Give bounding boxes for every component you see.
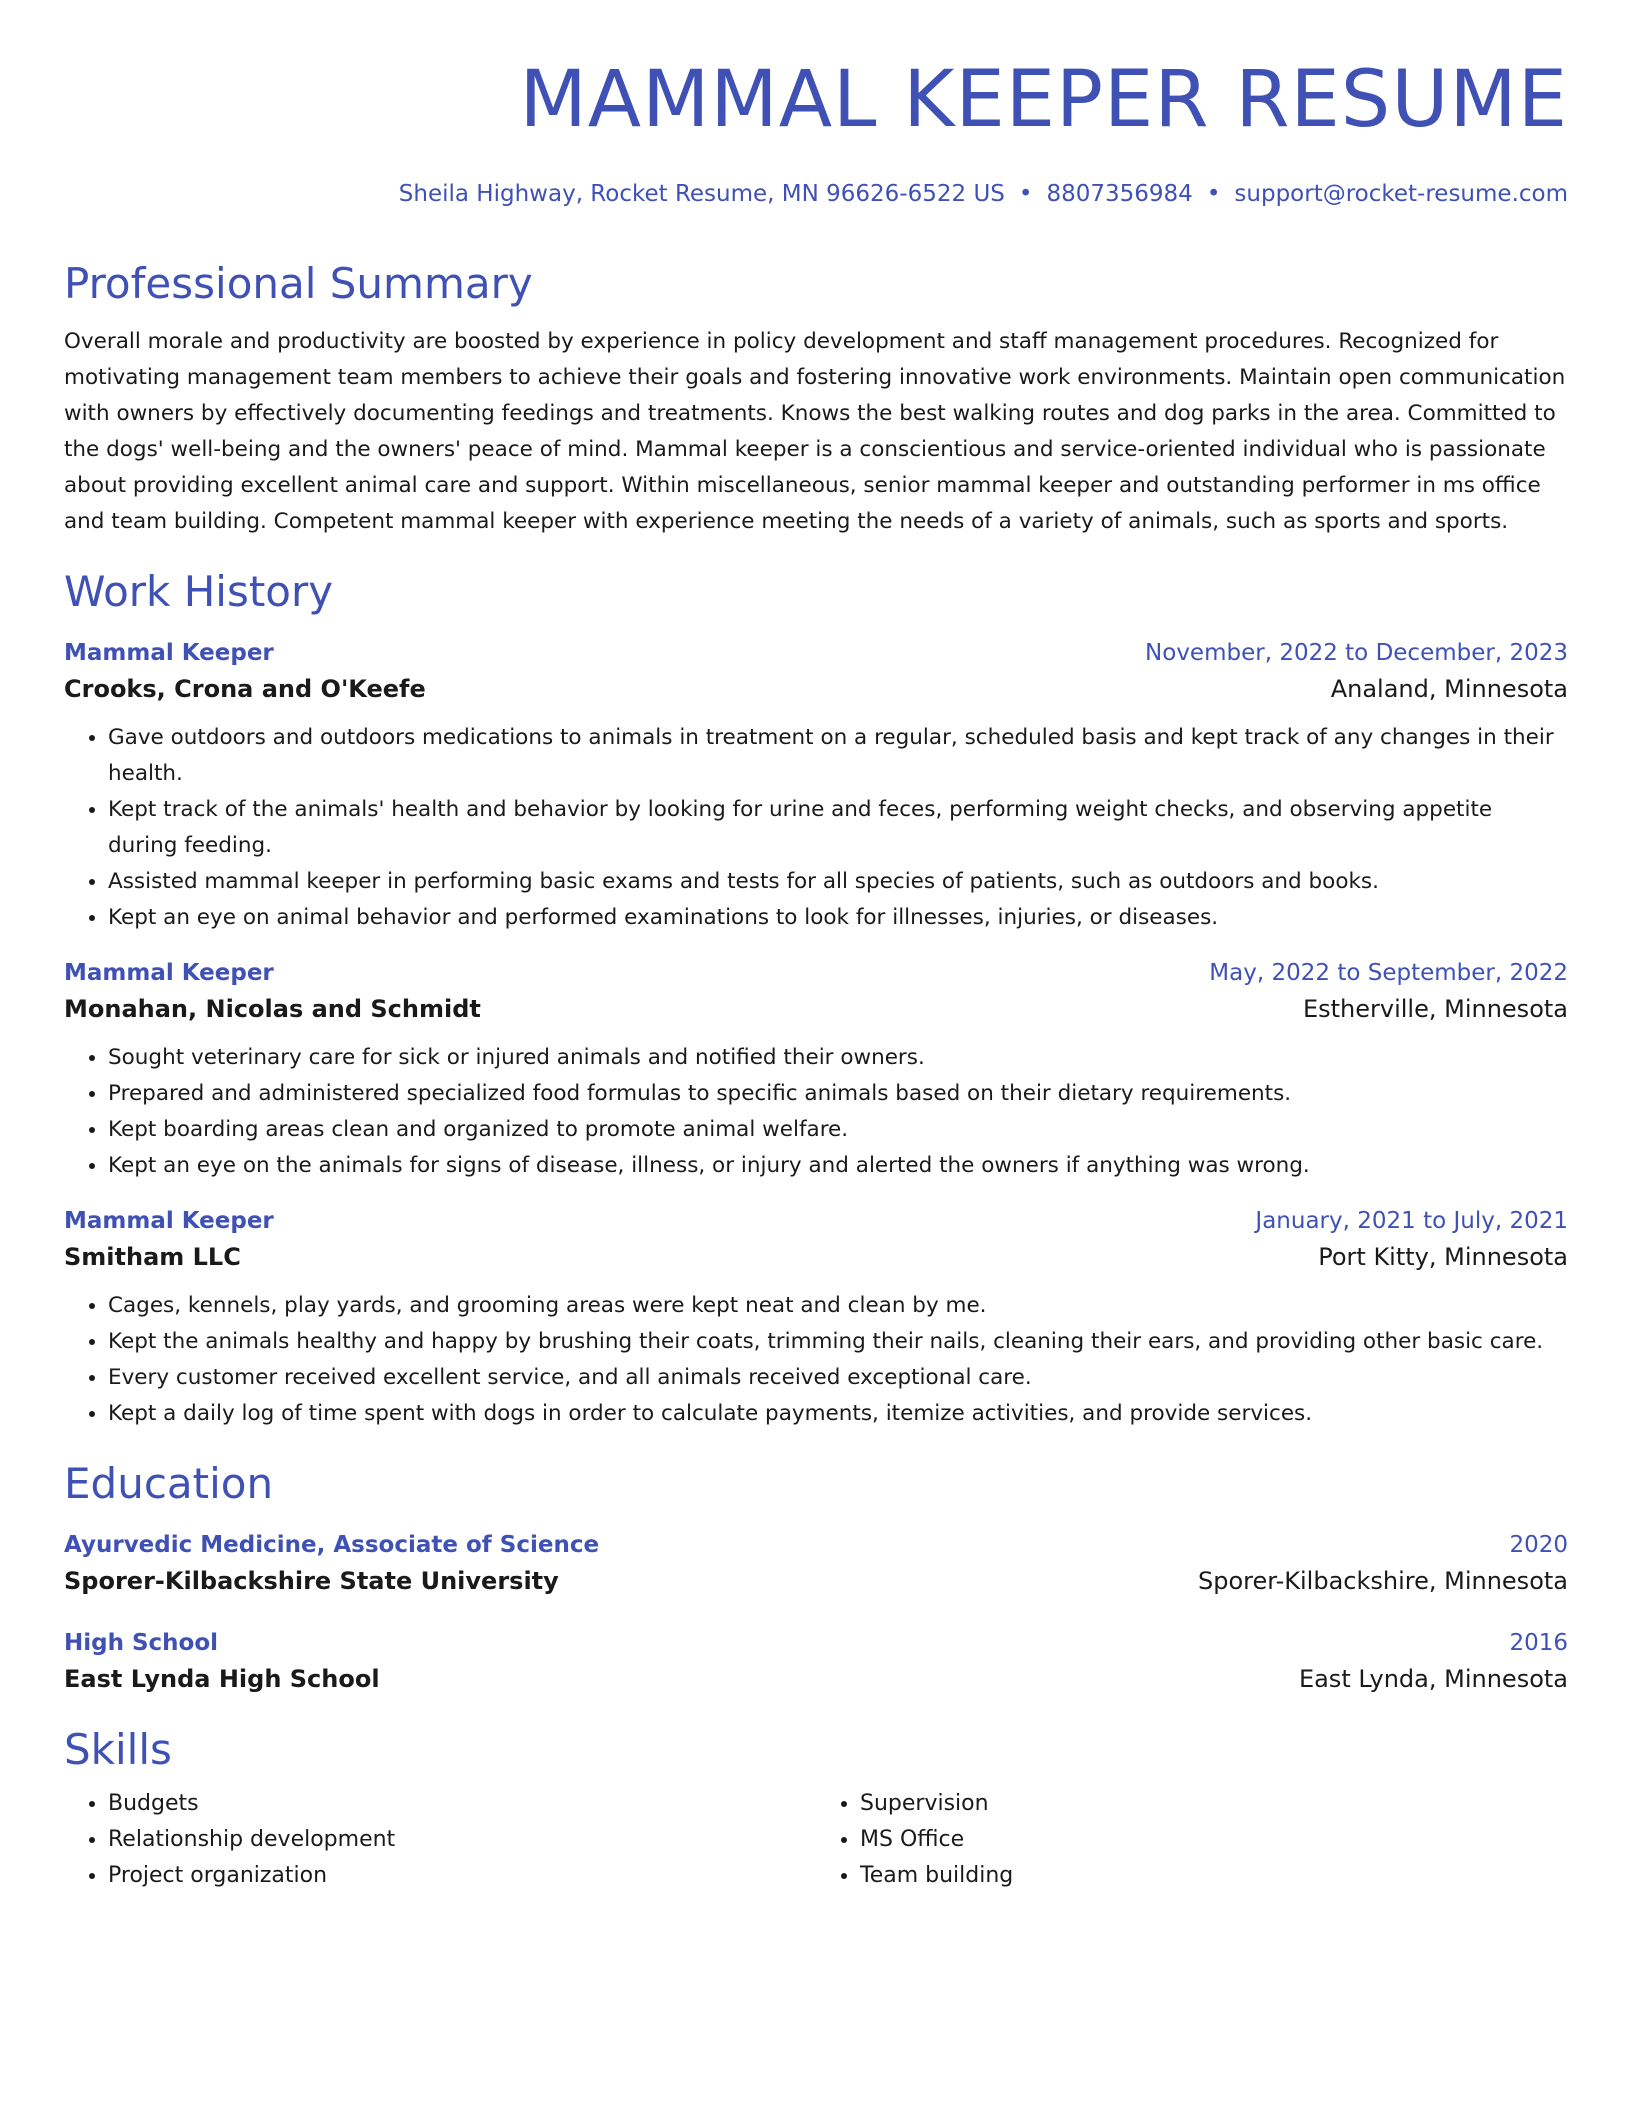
skills-section	[64, 1724, 1568, 1894]
job-bullet: • Sought veterinary care for sick or injured animals and notified their owners.	[108, 1040, 1568, 1076]
skill-item: • Relationship development	[108, 1822, 816, 1858]
skills-heading: Skills	[64, 1725, 172, 1774]
skill-item: • Budgets	[108, 1786, 816, 1822]
resume-title: MAMMAL KEEPER RESUME	[519, 55, 1568, 145]
job-bullet: • Assisted mammal keeper in performing basic exams and tests for all species of patients, such as outdoors and books.	[108, 864, 1568, 900]
job-title: Mammal Keeper	[64, 960, 274, 986]
separator-dot: •	[1018, 181, 1033, 207]
summary-heading: Professional Summary	[64, 259, 533, 308]
skill-item: • Team building	[860, 1858, 1568, 1894]
job-entry	[64, 1204, 1568, 1432]
job-bullet: • Kept an eye on animal behavior and performed examinations to look for illnesses, injuries, or diseases.	[108, 900, 1568, 936]
school-location: East Lynda, Minnesota	[1298, 1665, 1568, 1693]
job-bullets	[64, 1288, 1568, 1432]
job-bullet: • Cages, kennels, play yards, and grooming areas were kept neat and clean by me.	[108, 1288, 1568, 1324]
job-location: Analand, Minnesota	[1330, 675, 1568, 703]
job-bullets	[64, 720, 1568, 936]
job-bullet: • Kept a daily log of time spent with dogs in order to calculate payments, itemize activities, and provide services.	[108, 1396, 1568, 1432]
education-entry	[64, 1626, 1568, 1698]
job-bullets	[64, 1040, 1568, 1184]
work-history-section	[64, 566, 1568, 1432]
job-dates: January, 2021 to July, 2021	[1255, 1208, 1568, 1234]
skills-columns	[64, 1786, 1568, 1894]
job-bullet: • Kept track of the animals' health and behavior by looking for urine and feces, performing weight checks, and observing appetite during feeding.	[108, 792, 1568, 864]
job-dates: May, 2022 to September, 2022	[1209, 960, 1568, 986]
job-location: Port Kitty, Minnesota	[1318, 1243, 1568, 1271]
contact-line	[64, 178, 1568, 210]
contact-address: Sheila Highway, Rocket Resume, MN 96626-6522 US	[398, 181, 1005, 207]
contact-email[interactable]: support@rocket-resume.com	[1234, 181, 1568, 207]
school-name: Sporer-Kilbackshire State University	[64, 1567, 559, 1595]
graduation-year: 2020	[1509, 1532, 1568, 1558]
job-bullet: • Prepared and administered specialized food formulas to specific animals based on their dietary requirements.	[108, 1076, 1568, 1112]
skills-list-left	[64, 1786, 816, 1894]
job-location: Estherville, Minnesota	[1302, 995, 1568, 1023]
work-history-heading: Work History	[64, 567, 334, 616]
education-entry	[64, 1528, 1568, 1600]
job-bullet: • Every customer received excellent service, and all animals received exceptional care.	[108, 1360, 1568, 1396]
job-company: Monahan, Nicolas and Schmidt	[64, 995, 481, 1023]
job-bullet: • Kept an eye on the animals for signs of disease, illness, or injury and alerted the owners if anything was wrong.	[108, 1148, 1568, 1184]
skill-item: • MS Office	[860, 1822, 1568, 1858]
job-company: Crooks, Crona and O'Keefe	[64, 675, 426, 703]
job-title: Mammal Keeper	[64, 1208, 274, 1234]
contact-phone: 8807356984	[1046, 181, 1193, 207]
skill-item: • Project organization	[108, 1858, 816, 1894]
skill-item: • Supervision	[860, 1786, 1568, 1822]
job-dates: November, 2022 to December, 2023	[1145, 640, 1568, 666]
degree-title: High School	[64, 1630, 219, 1656]
job-company: Smitham LLC	[64, 1243, 241, 1271]
degree-title: Ayurvedic Medicine, Associate of Science	[64, 1532, 600, 1558]
education-section	[64, 1458, 1568, 1698]
graduation-year: 2016	[1509, 1630, 1568, 1656]
summary-section	[64, 258, 1568, 540]
separator-dot: •	[1206, 181, 1221, 207]
job-bullet: • Kept boarding areas clean and organized to promote animal welfare.	[108, 1112, 1568, 1148]
job-bullet: • Gave outdoors and outdoors medications to animals in treatment on a regular, scheduled basis and kept track of any changes in their health.	[108, 720, 1568, 792]
school-location: Sporer-Kilbackshire, Minnesota	[1198, 1567, 1568, 1595]
school-name: East Lynda High School	[64, 1665, 380, 1693]
education-heading: Education	[64, 1459, 274, 1508]
job-title: Mammal Keeper	[64, 640, 274, 666]
job-entry	[64, 636, 1568, 936]
job-bullet: • Kept the animals healthy and happy by brushing their coats, trimming their nails, cleaning their ears, and providing other basic care.	[108, 1324, 1568, 1360]
skills-list-right	[816, 1786, 1568, 1894]
summary-text: Overall morale and productivity are boosted by experience in policy development and staff management procedures. Recognized for motivating management team members to achieve their goals and fostering innovative work environments. Maintain open communication with owners by effectively documenting feedings and treatments. Knows the best walking routes and dog parks in the area. Committed to the dogs' well-being and the owners' peace of mind. Mammal keeper is a conscientious and service-oriented individual who is passionate about providing excellent animal care and support. Within miscellaneous, senior mammal keeper and outstanding performer in ms office and team building. Competent mammal keeper with experience meeting the needs of a variety of animals, such as sports and sports.	[64, 329, 1566, 534]
job-entry	[64, 956, 1568, 1184]
